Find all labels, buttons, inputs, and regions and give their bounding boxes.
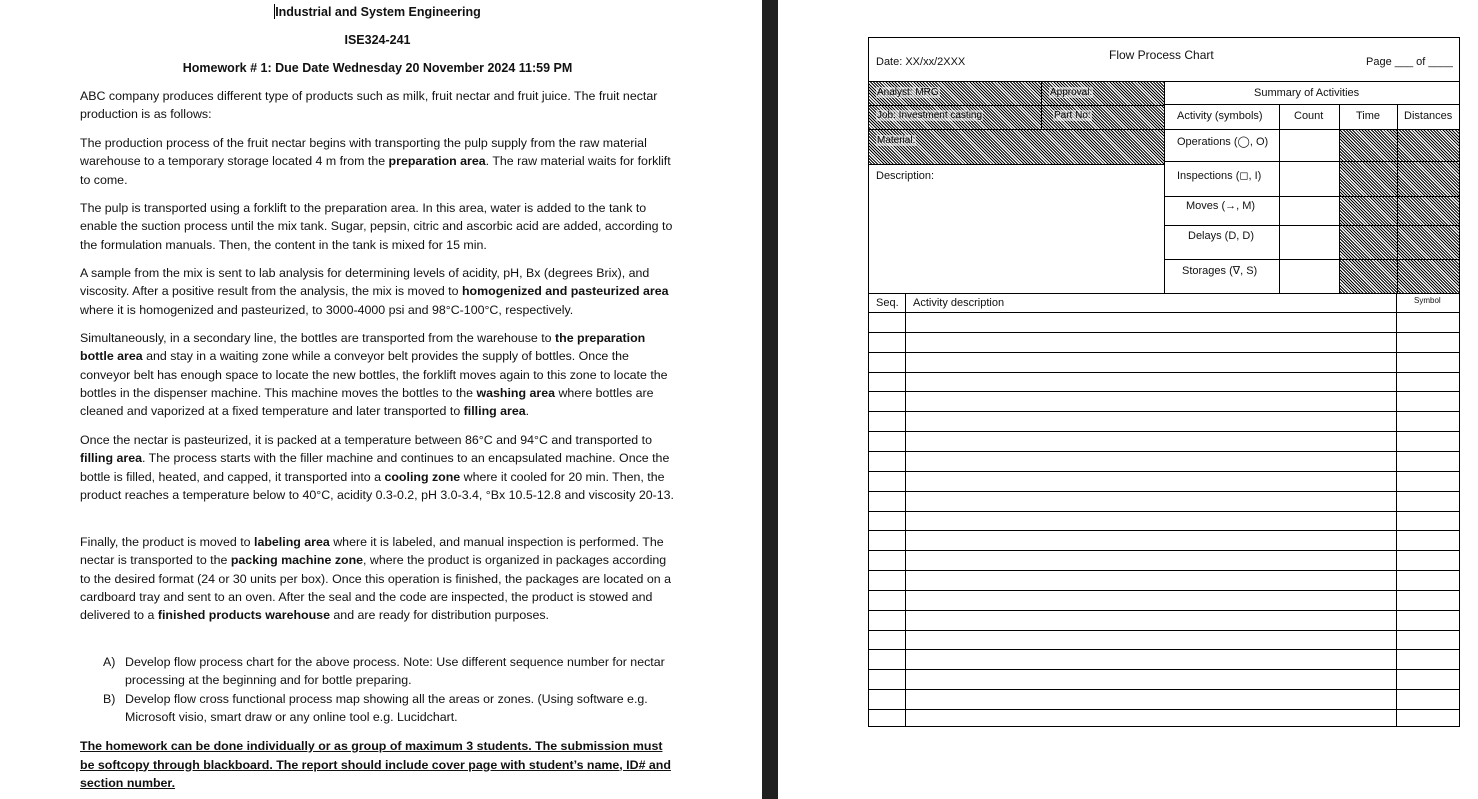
activity-storages: Storages (∇, S) [1182, 265, 1258, 277]
table-row-line [869, 590, 1459, 591]
col-time: Time [1356, 110, 1381, 122]
form-date: Date: XX/xx/2XXX [876, 56, 966, 68]
table-row-line [869, 391, 1459, 392]
form-page-number: Page ___ of ____ [1366, 56, 1453, 68]
table-row-line [869, 550, 1459, 551]
table-row-line [869, 411, 1459, 412]
list-text-b: Develop flow cross functional process map showing all the areas or zones. (Using software e.g. Microsoft visio, smart draw or any online tool e.g. Lucidchart. [125, 692, 648, 725]
list-label-a: A) [103, 655, 116, 669]
summary-line [1164, 225, 1459, 226]
activity-inspections: Inspections (◻, I) [1177, 170, 1262, 182]
paragraph-bottle-line: Simultaneously, in a secondary line, the bottles are transported from the warehouse to the preparation bottle area and stay in a waiting zone while a conveyor belt provides the supply of bottles. Once the conveyor belt has enough space to locate the new bottles, the forklift moves again to this zone to locate the bottles in the dispenser machine. This machine moves the bottles to the washing area where bottles are cleaned and vaporized at a fixed temperature and later transported to filling area. [80, 331, 668, 419]
table-row-line [869, 630, 1459, 631]
summary-title: Summary of Activities [1254, 87, 1360, 99]
table-row-line [869, 511, 1459, 512]
info-line [869, 129, 1164, 130]
col-count: Count [1294, 110, 1324, 122]
table-row-line [869, 709, 1459, 710]
table-row-line [869, 471, 1459, 472]
info-line [869, 105, 1164, 106]
summary-line [1164, 259, 1459, 260]
paragraph-pulp-supply: The production process of the fruit nectar begins with transporting the pulp supply from the raw material warehouse to a temporary storage located 4 m from the preparation area. The raw material waits for forklift to come. [80, 136, 671, 187]
page-divider [762, 0, 778, 799]
material-field[interactable]: Material: [877, 135, 916, 146]
seq-column-border [905, 293, 906, 727]
symbol-header: Symbol [1414, 296, 1441, 305]
paragraph-preparation: The pulp is transported using a forklift to the preparation area. In this area, water is added to the tank to enable the suction process until the mix tank. Sugar, pepsin, citric and ascorbic acid are added, according to the formulation manuals. Then, the content in the tank is mixed for 15 min. [80, 201, 673, 252]
seq-header: Seq. [876, 297, 899, 309]
table-row-line [869, 689, 1459, 690]
summary-left-border [1164, 82, 1165, 293]
paragraph-labeling: Finally, the product is moved to labeling area where it is labeled, and manual inspection is performed. The nectar is transported to the packing machine zone, where the product is organized in packages according to the desired format (24 or 30 units per box). Once this operation is finished, the packages are located on a cardboard tray and sent to an oven. After the seal and the code are inspected, the product is stowed and delivered to a finished products warehouse and are ready for distribution purposes. [80, 535, 671, 623]
description-label: Description: [876, 170, 935, 182]
flow-process-chart-form [868, 37, 1460, 727]
table-row-line [869, 649, 1459, 650]
heading-homework: Homework # 1: Due Date Wednesday 20 November 2024 11:59 PM [182, 61, 573, 75]
table-row-line [869, 372, 1459, 373]
table-row-line [869, 491, 1459, 492]
col-activity: Activity (symbols) [1177, 110, 1263, 122]
approval-field[interactable]: Approval: [1050, 87, 1093, 98]
summary-vline [1397, 104, 1398, 293]
info-vline [1041, 82, 1042, 129]
paragraph-filling: Once the nectar is pasteurized, it is packed at a temperature between 86°C and 94°C and transported to filling area. The process starts with the filler machine and continues to an encapsulated machine. Once the bottle is filled, heated, and capped, it transported into a cooling zone where it cooled for 20 min. Then, the product reaches a temperature below to 40°C, acidity 0.3-0.2, pH 3.0-3.4, °Bx 10.5-12.8 and viscosity 20-13. [80, 433, 674, 502]
col-distances: Distances [1404, 110, 1453, 122]
heading-course: ISE324-241 [344, 33, 411, 47]
table-row-line [869, 451, 1459, 452]
analyst-field[interactable]: Analyst: MRG [877, 87, 939, 98]
submission-note: The homework can be done individually or as group of maximum 3 students. The submission must be softcopy through blackboard. The report should include cover page with student’s name, ID# and section number. [80, 739, 671, 790]
activity-delays: Delays (D, D) [1188, 230, 1255, 242]
part-number-field[interactable]: Part No: [1054, 110, 1091, 121]
symbol-column-border [1396, 293, 1397, 727]
summary-line [1164, 161, 1459, 162]
table-row-line [869, 530, 1459, 531]
table-row-line [869, 570, 1459, 571]
time-distance-hatched [1339, 130, 1459, 293]
summary-line [1164, 196, 1459, 197]
summary-vline [1279, 104, 1280, 293]
table-row-line [869, 669, 1459, 670]
table-row-line [869, 352, 1459, 353]
paragraph-intro: ABC company produces different type of products such as milk, fruit nectar and fruit juice. The fruit nectar production is as follows: [80, 89, 658, 122]
summary-bottom-line [869, 293, 1459, 294]
job-field[interactable]: Job: Investment casting [877, 110, 983, 121]
heading-department: Industrial and System Engineering [275, 5, 481, 19]
table-row-line [869, 312, 1459, 313]
summary-line [1164, 104, 1459, 105]
activity-description-header: Activity description [913, 297, 1005, 309]
activity-moves: Moves (→, M) [1186, 200, 1256, 212]
table-row-line [869, 431, 1459, 432]
paragraph-lab-analysis: A sample from the mix is sent to lab analysis for determining levels of acidity, pH, Bx (degrees Brix), and viscosity. After a positive result from the analysis, the mix is moved to homogenized and pasteurized area where it is homogenized and pasteurized, to 3000-4000 psi and 98°C-100°C, respectively. [80, 266, 669, 317]
activity-operations: Operations (◯, O) [1177, 136, 1269, 148]
table-row-line [869, 610, 1459, 611]
list-label-b: B) [103, 692, 116, 706]
info-bottom-line [869, 164, 1164, 165]
summary-vline [1339, 104, 1340, 293]
table-row-line [869, 332, 1459, 333]
form-title: Flow Process Chart [1109, 48, 1214, 62]
list-text-a: Develop flow process chart for the above process. Note: Use different sequence number for nectar processing at the beginning and for bottle preparing. [125, 655, 665, 688]
